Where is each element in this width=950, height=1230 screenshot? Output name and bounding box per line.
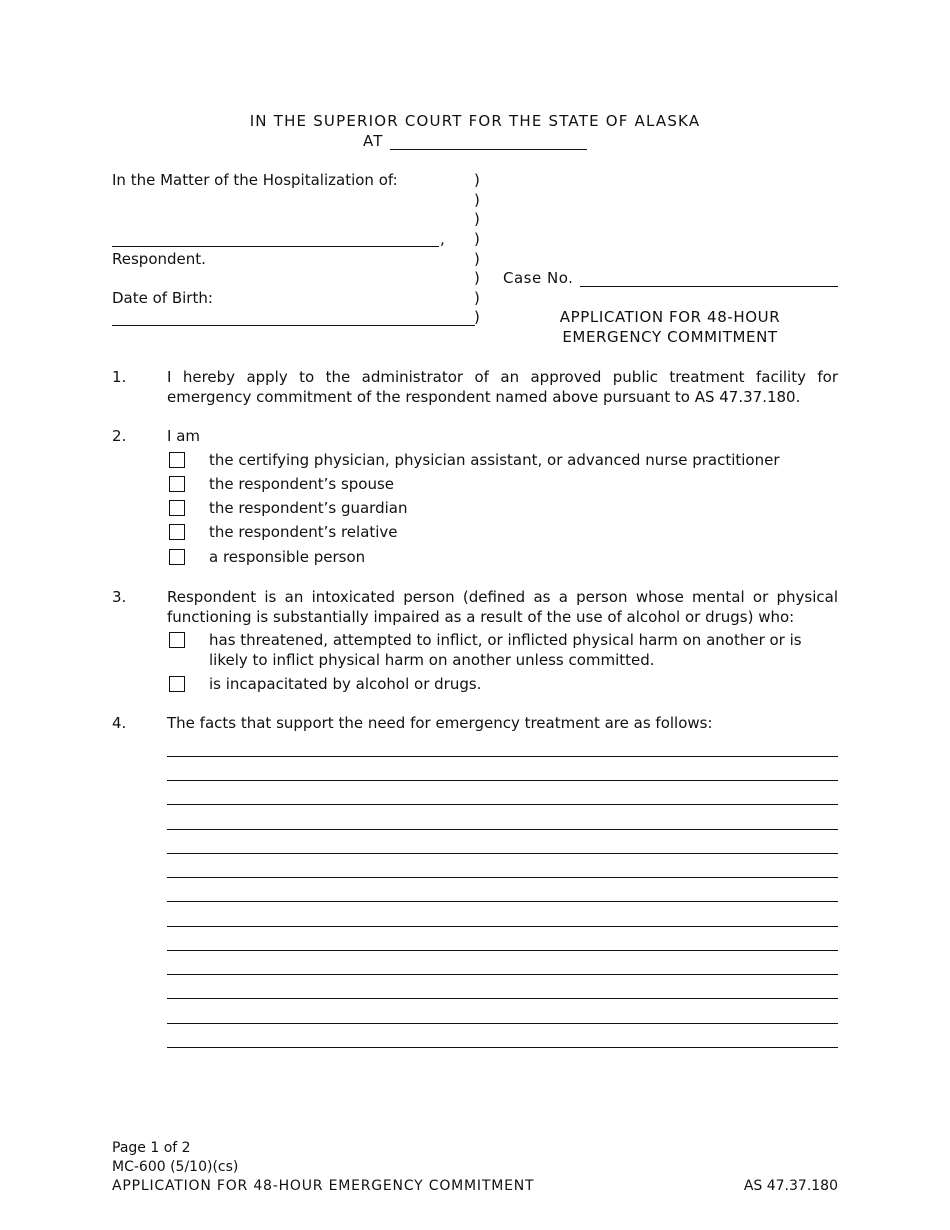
item-2-number: 2.: [112, 427, 127, 445]
caption-paren: ): [474, 308, 480, 326]
option-relative: the respondent’s relative: [209, 523, 398, 541]
document-title-line1: APPLICATION FOR 48-HOUR: [559, 308, 781, 326]
item-4-number: 4.: [112, 714, 127, 732]
matter-label: In the Matter of the Hospitalization of:: [112, 171, 398, 189]
case-no-label: Case No.: [503, 269, 574, 287]
document-title-line2: EMERGENCY COMMITMENT: [562, 328, 778, 346]
footer-form-title: APPLICATION FOR 48-HOUR EMERGENCY COMMITMENT: [112, 1178, 535, 1194]
checkbox-relative[interactable]: [169, 524, 185, 540]
option-physical-harm: has threatened, attempted to inflict, or inflicted physical harm on another or is likely to inflict physical harm on another unless committed.: [209, 631, 802, 669]
respondent-name-field[interactable]: [112, 246, 439, 247]
option-certifying-physician: the certifying physician, physician assistant, or advanced nurse practitioner: [209, 451, 780, 469]
at-label: AT: [363, 132, 384, 150]
facts-line[interactable]: [167, 877, 838, 878]
item-3-text: Respondent is an intoxicated person (defined as a person whose mental or physical functioning is substantially impaired as a result of the use of alcohol or drugs) who:: [167, 588, 838, 626]
dob-field[interactable]: [112, 325, 475, 326]
item-1-number: 1.: [112, 368, 127, 386]
facts-line[interactable]: [167, 1047, 838, 1048]
caption-paren: ): [474, 191, 480, 209]
caption-paren: ): [474, 289, 480, 307]
facts-line[interactable]: [167, 1023, 838, 1024]
facts-line[interactable]: [167, 901, 838, 902]
checkbox-physical-harm[interactable]: [169, 632, 185, 648]
option-incapacitated: is incapacitated by alcohol or drugs.: [209, 675, 482, 693]
facts-line[interactable]: [167, 926, 838, 927]
caption-paren: ): [474, 269, 480, 287]
item-2-text: I am: [167, 427, 200, 445]
checkbox-responsible-person[interactable]: [169, 549, 185, 565]
item-1-text: I hereby apply to the administrator of an approved public treatment facility for emergency commitment of the respondent named above pursuant to AS 47.37.180.: [167, 368, 838, 406]
respondent-label: Respondent.: [112, 250, 206, 268]
item-4-text: The facts that support the need for emergency treatment are as follows:: [167, 714, 713, 732]
checkbox-guardian[interactable]: [169, 500, 185, 516]
facts-line[interactable]: [167, 756, 838, 757]
facts-line[interactable]: [167, 780, 838, 781]
facts-line[interactable]: [167, 853, 838, 854]
footer-form-id: MC-600 (5/10)(cs): [112, 1159, 239, 1175]
footer-statute: AS 47.37.180: [743, 1178, 838, 1194]
caption-paren: ): [474, 250, 480, 268]
respondent-comma: ,: [440, 230, 445, 248]
facts-line[interactable]: [167, 804, 838, 805]
caption-paren: ): [474, 171, 480, 189]
footer-page-number: Page 1 of 2: [112, 1140, 191, 1156]
facts-line[interactable]: [167, 950, 838, 951]
case-no-field[interactable]: [580, 286, 838, 287]
facts-line[interactable]: [167, 829, 838, 830]
court-location-field[interactable]: [390, 149, 587, 150]
checkbox-incapacitated[interactable]: [169, 676, 185, 692]
option-spouse: the respondent’s spouse: [209, 475, 395, 493]
facts-line[interactable]: [167, 998, 838, 999]
option-guardian: the respondent’s guardian: [209, 499, 408, 517]
court-title: IN THE SUPERIOR COURT FOR THE STATE OF ALASKA: [249, 112, 701, 130]
checkbox-certifying-physician[interactable]: [169, 452, 185, 468]
dob-label: Date of Birth:: [112, 289, 213, 307]
item-3-number: 3.: [112, 588, 127, 606]
option-responsible-person: a responsible person: [209, 548, 366, 566]
caption-paren: ): [474, 210, 480, 228]
checkbox-spouse[interactable]: [169, 476, 185, 492]
caption-paren: ): [474, 230, 480, 248]
facts-line[interactable]: [167, 974, 838, 975]
